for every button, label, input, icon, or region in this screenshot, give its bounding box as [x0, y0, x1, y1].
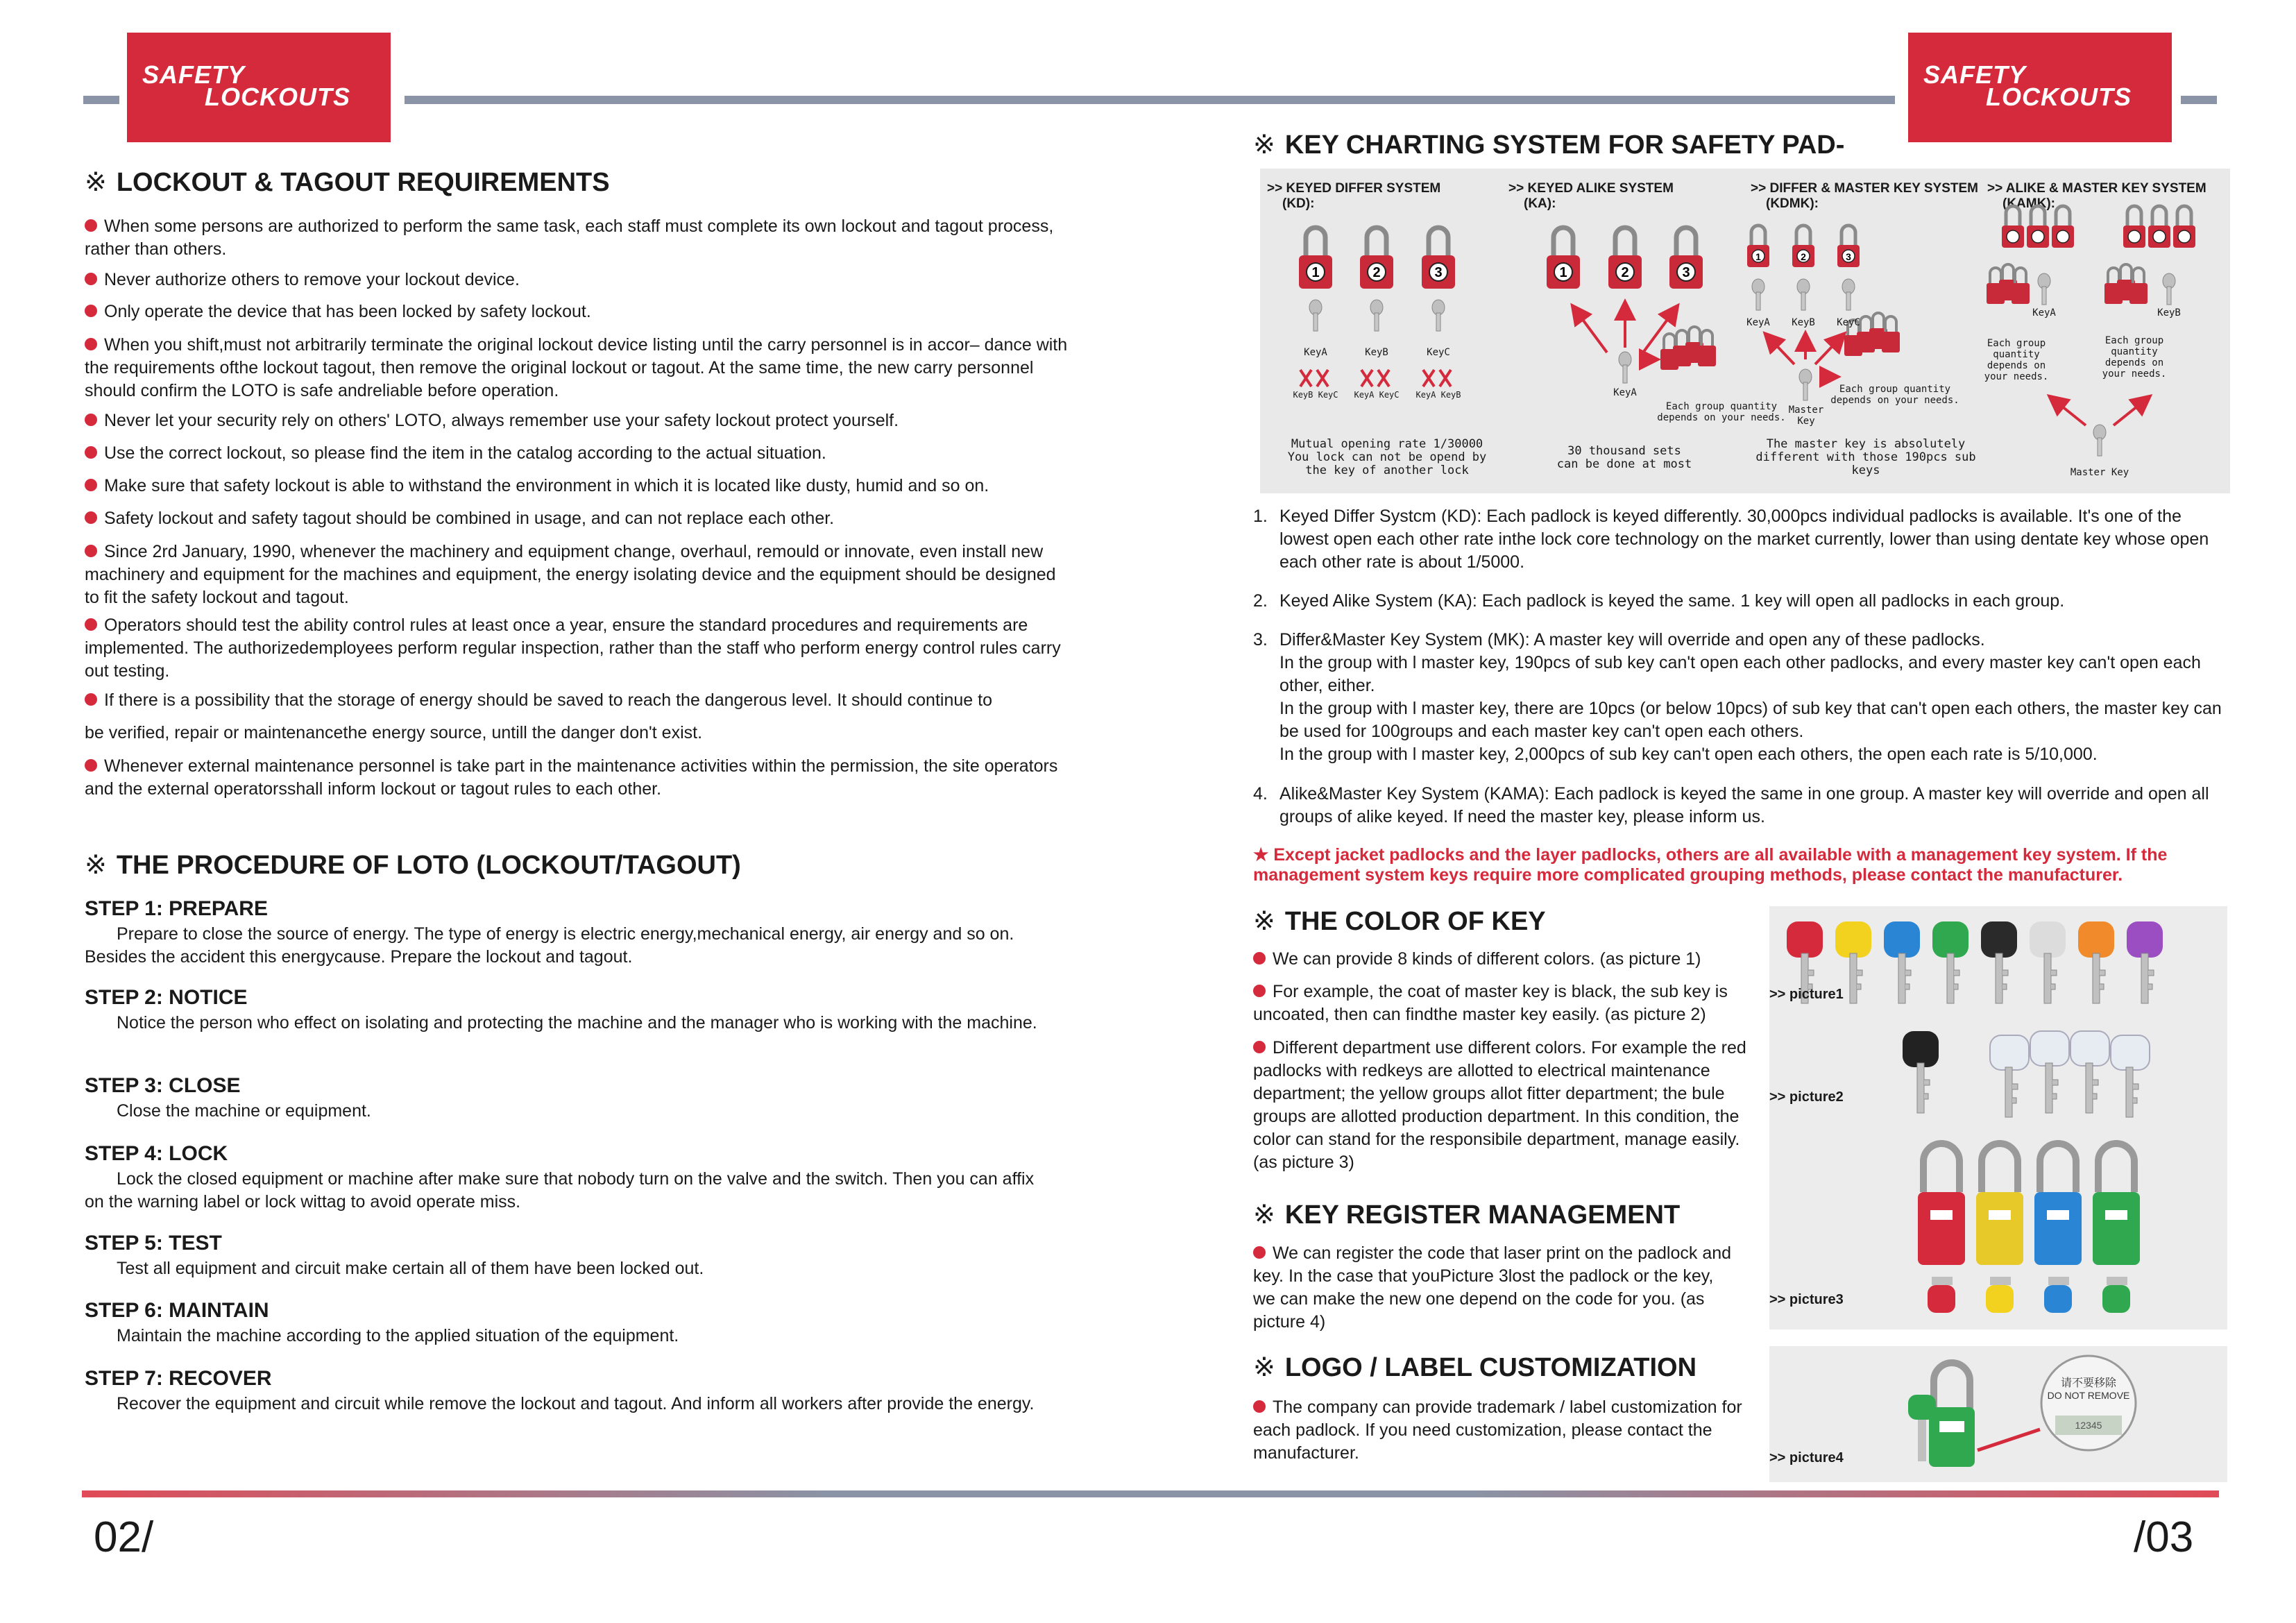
key-icon [2030, 921, 2066, 1003]
group-note: Each group quantity depends on your needs. [1657, 401, 1786, 423]
bullet-dot-icon [85, 305, 97, 317]
key-icon [1981, 921, 2017, 1003]
section-mark: ※ [1253, 1353, 1275, 1382]
key-charting-diagram [1260, 169, 2230, 493]
brand-line1: SAFETY [1923, 60, 2027, 89]
requirement-item: Make sure that safety lockout is able to withstand the environment in which it is located like dusty, humid and so on. [85, 475, 1070, 498]
bullet-dot-icon [85, 618, 97, 631]
step-heading: STEP 1: PREPARE [85, 897, 268, 920]
section-mark: ※ [1253, 1200, 1275, 1230]
key-icon [1370, 300, 1383, 331]
padlock-icon [1918, 1144, 1965, 1265]
header-bar-center [405, 96, 1895, 104]
page-number-right: /03 [2134, 1513, 2194, 1561]
picture-label: >> picture3 [1769, 1292, 1844, 1307]
requirement-item: Never let your security rely on others' LOTO, always remember use your safety lockout protect yourself. [85, 409, 1070, 432]
step-text: Test all equipment and circuit make certain all of them have been locked out. [117, 1259, 704, 1278]
system-title-ka: >> KEYED ALIKE SYSTEM (KA): [1508, 181, 1674, 211]
page-number-left: 02/ [94, 1513, 154, 1561]
step-text: Close the machine or equipment. [117, 1101, 371, 1121]
step-text: Prepare to close the source of energy. The type of energy is electric energy,mechanical energy, air energy and so on. Besides the accident this energycause. Prepare the lockout and tagout. [85, 924, 1014, 967]
bullet-dot-icon [85, 479, 97, 491]
step-heading: STEP 7: RECOVER [85, 1367, 272, 1390]
key-label: KeyA [1613, 387, 1637, 398]
brand-line2: LOCKOUTS [205, 83, 350, 111]
key-icon [2163, 273, 2175, 305]
lock-number: 3 [1434, 265, 1443, 280]
step-heading: STEP 6: MAINTAIN [85, 1299, 269, 1322]
system-title-kd: >> KEYED DIFFER SYSTEM (KD): [1267, 181, 1441, 211]
padlock-icon [1976, 1144, 2023, 1265]
requirement-item: Only operate the device that has been locked by safety lockout. [85, 300, 1070, 323]
bullet-dot-icon [1253, 1400, 1266, 1413]
bullet-dot-icon [1253, 952, 1266, 965]
system-title-kdmk: >> DIFFER & MASTER KEY SYSTEM (KDMK): [1751, 181, 1978, 211]
section-mark: ※ [85, 851, 107, 880]
requirements-title: ※ LOCKOUT & TAGOUT REQUIREMENTS [85, 168, 610, 197]
requirement-item: Whenever external maintenance personnel is take part in the maintenance activities within the permission, the site operators and the external operatorsshall inform lockout or tagout rules to each other. [85, 756, 1058, 799]
lock-number: 2 [1801, 251, 1806, 262]
key-icon [2102, 1277, 2130, 1313]
footer-gradient-bar [82, 1490, 2219, 1497]
picture-panel-4 [1769, 1346, 2227, 1482]
procedure-title: ※ THE PROCEDURE OF LOTO (LOCKOUT/TAGOUT) [85, 851, 741, 880]
crossed-key-label: KeyA KeyB [1415, 390, 1461, 400]
brand-logo-right [1908, 33, 2172, 142]
key-register-title: ※ KEY REGISTER MANAGEMENT [1253, 1200, 1681, 1230]
brand-line1: SAFETY [142, 60, 246, 89]
picture-label: >> picture1 [1769, 987, 1844, 1002]
bullet-dot-icon [85, 545, 97, 557]
padlock-icon [2093, 1144, 2140, 1265]
system-caption: Mutual opening rate 1/30000 You lock can not be opend by the key of another lock [1287, 437, 1487, 477]
master-key-icon [1799, 369, 1812, 400]
key-icon [2127, 921, 2163, 1003]
colored-padlocks-row [1918, 1144, 2140, 1265]
key-charting-title: ※ KEY CHARTING SYSTEM FOR SAFETY PAD- [1253, 130, 1845, 160]
picture-label: >> picture2 [1769, 1089, 1844, 1105]
header-bar-left-short [83, 96, 119, 104]
picture-label: >> picture4 [1769, 1450, 1844, 1465]
key-system-list-item: 1. Keyed Differ Systcm (KD): Each padlock is keyed differently. 30,000pcs individual padlocks is available. It's one of the lowest open each other rate inthe lock core technology on the market currently, lower than using dentate key whose open each other rate is about 1/5000. [1253, 507, 2209, 572]
sticker-text-cn: 请不要移除 [2060, 1376, 2116, 1389]
step-text: Recover the equipment and circuit while remove the lockout and tagout. And inform all workers after provide the energy. [117, 1394, 1035, 1413]
key-icon [2078, 921, 2114, 1003]
step-heading: STEP 5: TEST [85, 1232, 222, 1255]
key-label: KeyB [1792, 317, 1815, 328]
key-icon [1884, 921, 1920, 1003]
requirement-item: When some persons are authorized to perform the same task, each staff must complete its own lockout and tagout process, rather than others. [85, 216, 1054, 259]
management-key-note: ★ Except jacket padlocks and the layer padlocks, others are all available with a management key system. If the management system keys require more complicated grouping methods, please contact the manufacturer. [1253, 845, 2168, 885]
step-text: Maintain the machine according to the applied situation of the equipment. [117, 1326, 679, 1345]
color-item: We can provide 8 kinds of different colors. (as picture 1) [1253, 948, 1767, 971]
padlock-icon [2034, 1144, 2082, 1265]
bullet-dot-icon [85, 219, 97, 232]
color-of-key-title: ※ THE COLOR OF KEY [1253, 907, 1546, 936]
bullet-dot-icon [1253, 985, 1266, 997]
key-label: KeyC [1837, 317, 1860, 328]
step-heading: STEP 3: CLOSE [85, 1074, 241, 1097]
key-icon [1986, 1277, 2014, 1313]
key-icon [1432, 300, 1445, 331]
bullet-dot-icon [85, 273, 97, 285]
step-heading: STEP 2: NOTICE [85, 986, 248, 1009]
register-item: We can register the code that laser print on the padlock and key. In the case that youPicture 3lost the padlock or the key, we can make the new one depend on the code for you. (as picture 4) [1253, 1243, 1732, 1332]
crossed-keys-icon [1300, 370, 1451, 386]
group-note: Each group quantity depends on your needs. [1830, 384, 1959, 406]
padlock-group-icon [1660, 327, 1716, 370]
padlock-icon [1929, 1363, 1975, 1467]
key-icon [1932, 921, 1968, 1003]
section-mark: ※ [85, 168, 107, 197]
system-title-kamk: >> ALIKE & MASTER KEY SYSTEM (KAMK): [1987, 181, 2206, 211]
crossed-key-label: KeyA KeyC [1354, 390, 1400, 400]
color-key-pictures [1769, 906, 2227, 1329]
requirement-item: If there is a possibility that the storage of energy should be saved to reach the dangerous level. It should continue to [85, 689, 1070, 712]
master-key-icon [2093, 425, 2106, 456]
lock-number: 1 [1755, 251, 1761, 262]
key-label: KeyA [1746, 317, 1770, 328]
group-note: Each group quantity depends on your needs. [2102, 335, 2167, 380]
key-icon [1797, 279, 1810, 310]
key-label: KeyB [1365, 347, 1388, 358]
bullet-dot-icon [85, 414, 97, 426]
requirement-item: Since 2rd January, 1990, whenever the machinery and equipment change, overhaul, remould or innovate, even install new machinery and equipment for the machines and equipment, the energy isolating device and the equipment should be designed to fit the safety lockout and tagout. [85, 542, 1056, 607]
header-bar-right-short [2181, 96, 2217, 104]
key-system-list-item: 3. Differ&Master Key System (MK): A master key will override and open any of these padlocks. In the group with l master key, 190pcs of sub key can't open each other padlocks, and every master key can't open each other, either. In the group with l master key, there are 10pcs (or below 10pcs) of sub key that can't open each others, the master key can be used for 100groups and each master key can't open each others. In the group with l master key, 2,000pcs of sub key can't open each others, the open each rate is 5/10,000. [1253, 630, 2222, 764]
key-label: KeyA [1304, 347, 1327, 358]
key-label: KeyC [1427, 347, 1450, 358]
step-text: Lock the closed equipment or machine after make sure that nobody turn on the valve and the switch. Then you can affix on the warning label or lock wittag to avoid operate miss. [85, 1169, 1035, 1212]
lock-number: 2 [1621, 265, 1629, 280]
color-item: Different department use different colors. For example the red padlocks with redkeys are allotted to electrical maintenance department; the yellow groups allot fitter department; the bule groups are allotted production department. In this condition, the color can stand for the responsibile department, manage easily. (as picture 3) [1253, 1038, 1746, 1172]
crossed-key-label: KeyB KeyC [1293, 390, 1338, 400]
picture-panel [1769, 906, 2227, 1329]
logo-label-title: ※ LOGO / LABEL CUSTOMIZATION [1253, 1353, 1697, 1382]
bullet-dot-icon [85, 338, 97, 350]
padlock-group-icon [2002, 206, 2195, 248]
bullet-dot-icon [85, 511, 97, 524]
system-caption: 30 thousand sets can be done at most [1556, 444, 1692, 471]
lock-number: 2 [1372, 265, 1381, 280]
system-caption: The master key is absolutely different with those 190pcs sub keys [1755, 437, 1976, 477]
section-mark: ※ [1253, 907, 1275, 936]
bullet-dot-icon [85, 693, 97, 706]
bullet-dot-icon [1253, 1041, 1266, 1053]
sub-keys-group [1990, 1031, 2150, 1117]
lock-number: 1 [1311, 265, 1320, 280]
sticker-code: 12345 [2075, 1420, 2102, 1431]
group-note: Each group quantity depends on your needs. [1984, 338, 2049, 382]
requirement-item-continued: be verified, repair or maintenancethe energy source, untill the danger don't exist. [85, 723, 703, 742]
requirement-item: When you shift,must not arbitrarily terminate the original lockout device listing until the carry personnel is in accor– dance with the requirements ofthe lockout tagout, then remove the original lockout or tagout. At the same time, the new carry personnel should confirm the LOTO is safe andreliable before operation. [85, 335, 1068, 400]
requirement-item: Safety lockout and safety tagout should be combined in usage, and can not replace each other. [85, 507, 1070, 530]
bullet-dot-icon [85, 446, 97, 459]
sticker-text-en: DO NOT REMOVE [2047, 1390, 2130, 1401]
step-heading: STEP 4: LOCK [85, 1142, 228, 1165]
master-key-label: Master Key [2070, 467, 2129, 478]
color-item: For example, the coat of master key is black, the sub key is uncoated, then can findthe master key easily. (as picture 2) [1253, 982, 1728, 1024]
lock-number: 1 [1559, 265, 1567, 280]
key-icon [1619, 352, 1631, 383]
logo-item: The company can provide trademark / label customization for each padlock. If you need customization, please contact the manufacturer. [1253, 1397, 1742, 1463]
key-system-list-item: 4. Alike&Master Key System (KAMA): Each padlock is keyed the same in one group. A master key will override and open all groups of alike keyed. If need the master key, please inform us. [1253, 784, 2209, 826]
padlock-group-icon [1987, 264, 2030, 304]
requirement-item: Operators should test the ability control rules at least once a year, ensure the standard procedures and requirements are implemented. The authorizedemployees perform regular inspection, rather than the staff who perform energy control rules carry out testing. [85, 615, 1061, 681]
lock-number: 3 [1682, 265, 1690, 280]
key-system-list-item: 2. Keyed Alike System (KA): Each padlock is keyed the same. 1 key will open all padlocks in each group. [1253, 591, 2065, 611]
requirement-item: Use the correct lockout, so please find the item in the catalog according to the actual situation. [85, 442, 1070, 465]
brand-logo-left [127, 33, 391, 142]
key-label: KeyB [2157, 307, 2181, 318]
step-text: Notice the person who effect on isolating and protecting the machine and the manager who is working with the machine. [117, 1013, 1037, 1033]
lock-number: 3 [1846, 251, 1851, 262]
master-key-label: Master Key [1788, 405, 1824, 427]
key-icon [2044, 1277, 2072, 1313]
key-icon [1842, 279, 1855, 310]
bullet-dot-icon [1253, 1246, 1266, 1259]
key-icon [2038, 273, 2050, 305]
padlock-group-icon [2104, 264, 2148, 304]
key-label: KeyA [2032, 307, 2056, 318]
master-key-icon [1903, 1031, 1939, 1113]
key-icon [1309, 300, 1322, 331]
section-mark: ※ [1253, 130, 1275, 160]
brand-line2: LOCKOUTS [1986, 83, 2132, 111]
key-icon [1752, 279, 1764, 310]
bullet-dot-icon [85, 759, 97, 772]
key-icon [1928, 1277, 1955, 1313]
requirement-item: Never authorize others to remove your lockout device. [85, 269, 1070, 291]
colored-keys-small [1928, 1277, 2130, 1313]
